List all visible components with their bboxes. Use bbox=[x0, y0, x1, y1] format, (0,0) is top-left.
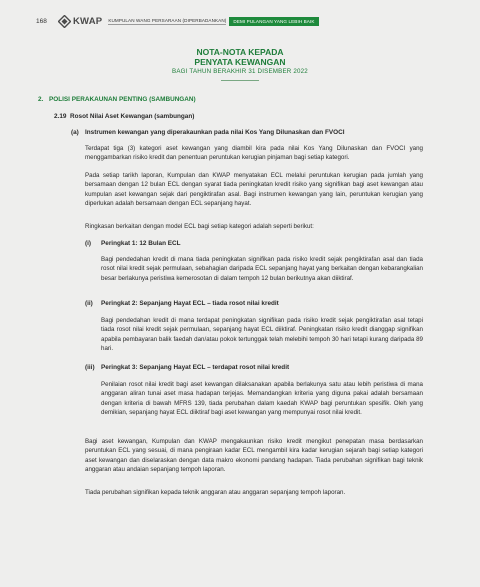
item-a-number: (a) bbox=[71, 129, 79, 136]
item-ii-number: (ii) bbox=[85, 300, 93, 307]
item-i-number: (i) bbox=[85, 240, 92, 247]
closing-paragraph-1: Bagi aset kewangan, Kumpulan dan KWAP mengakaunkan risiko kredit mengikut penepatan masa berdasarkan peruntukan ECL yang sesuai, di mana pengiraan kadar ECL mengambil kira kadar kerugian sejarah bagi setiap kategori aset kewangan dan diselaraskan dengan data makro ekonomi pandang hadapan. Tiada perubahan signifikan bagi teknik anggaran atau andaian sepanjang tempoh laporan. bbox=[85, 438, 423, 474]
title-line-1: NOTA-NOTA KEPADA bbox=[196, 47, 284, 57]
subsection-heading bbox=[54, 112, 194, 121]
section-number: 2. bbox=[38, 96, 44, 103]
item-ii-text: Bagi pendedahan kredit di mana terdapat peningkatan signifikan pada risiko kredit sejak pengiktirafan asal tetapi tiada rosot nilai kredit sejak permulaan, sepanjang hayat ECL diiktiraf. Peningkatan risiko kredit dianggap signifikan apabila pembayaran balik faedah dan/atau pokok tertunggak telah melebihi tempoh 30 hari tetapi kurang daripada 89 hari. bbox=[101, 317, 423, 353]
item-a-heading bbox=[71, 128, 344, 137]
item-i-text: Bagi pendedahan kredit di mana tiada peningkatan signifikan pada risiko kredit sejak pengiktirafan asal dan tiada rosot nilai kredit sejak permulaan, sebahagian daripada ECL sepanjang hayat yang berkaitan dengan kebarangkalian besar berlakunya peristiwa kemerosotan di dalam tempoh 12 bulan berikutnya akan diiktiraf. bbox=[101, 256, 423, 282]
item-ii-heading bbox=[85, 299, 279, 308]
kwap-diamond-logo-icon bbox=[58, 15, 71, 28]
item-a-label: Instrumen kewangan yang diperakaunkan pada nilai Kos Yang Dilunaskan dan FVOCI bbox=[85, 129, 345, 136]
item-i-heading bbox=[85, 239, 181, 248]
item-ii-label: Peringkat 2: Sepanjang Hayat ECL – tiada rosot nilai kredit bbox=[101, 300, 279, 307]
subsection-number: 2.19 bbox=[54, 113, 67, 120]
closing-paragraph-2: Tiada perubahan signifikan kepada teknik anggaran atau anggaran sepanjang tempoh laporan. bbox=[85, 489, 346, 496]
section-label: POLISI PERAKAUNAN PENTING (SAMBUNGAN) bbox=[49, 96, 196, 103]
page-number: 168 bbox=[36, 17, 47, 25]
page-title-block bbox=[0, 47, 480, 81]
kwap-logo bbox=[58, 15, 102, 28]
item-iii-label: Peringkat 3: Sepanjang Hayat ECL – terdapat rosot nilai kredit bbox=[101, 364, 290, 371]
section-heading bbox=[38, 95, 196, 104]
title-line-2: PENYATA KEWANGAN bbox=[194, 57, 286, 67]
item-iii-text: Penilaian rosot nilai kredit bagi aset kewangan dilaksanakan apabila berlakunya satu atau lebih peristiwa di mana anggaran aliran tunai aset masa hadapan terjejas. Memandangkan kriteria yang diguna pakai adalah bersamaan dengan kriteria di bawah MFRS 139, tiada perubahan dalam kaedah KWAP bagi peruntukan spesifik. Oleh yang demikian, sepanjang hayat ECL diiktiraf bagi aset kewangan yang mempunyai rosot nilai kredit. bbox=[101, 381, 423, 417]
item-i-label: Peringkat 1: 12 Bulan ECL bbox=[101, 240, 181, 247]
paragraph-3: Ringkasan berkaitan dengan model ECL bagi setiap kategori adalah seperti berikut: bbox=[85, 223, 314, 230]
title-divider bbox=[221, 80, 259, 81]
header-org-name: KUMPULAN WANG PERSARAAN (DIPERBADANKAN) bbox=[108, 17, 227, 23]
paragraph-1: Terdapat tiga (3) kategori aset kewangan yang diambil kira pada nilai Kos Yang Dilunaskan dan FVOCI yang menggambarkan risiko kredit dan penentuan peruntukan kerugian pinjaman bagi setiap kategori. bbox=[85, 145, 423, 162]
paragraph-2: Pada setiap tarikh laporan, Kumpulan dan KWAP menyatakan ECL melalui peruntukan kerugian pada jumlah yang bersamaan dengan 12 bulan ECL dengan syarat tiada peningkatan kredit risiko yang signifikan bagi aset kewangan atau kumpulan aset kewangan sejak dari pengiktirafan asal. Bagi instrumen kewangan yang lain, peruntukan kerugian yang diperlukan adalah bersamaan dengan ECL sepanjang hayat. bbox=[85, 172, 423, 208]
item-iii-number: (iii) bbox=[85, 364, 95, 371]
title-period: BAGI TAHUN BERAKHIR 31 DISEMBER 2022 bbox=[172, 68, 308, 75]
item-iii-heading bbox=[85, 363, 289, 372]
page-header bbox=[36, 13, 319, 29]
subsection-label: Rosot Nilai Aset Kewangan (sambungan) bbox=[70, 113, 195, 120]
header-tagline: DEMI PULANGAN YANG LEBIH BAIK bbox=[229, 17, 318, 26]
logo-text: KWAP bbox=[73, 15, 103, 27]
